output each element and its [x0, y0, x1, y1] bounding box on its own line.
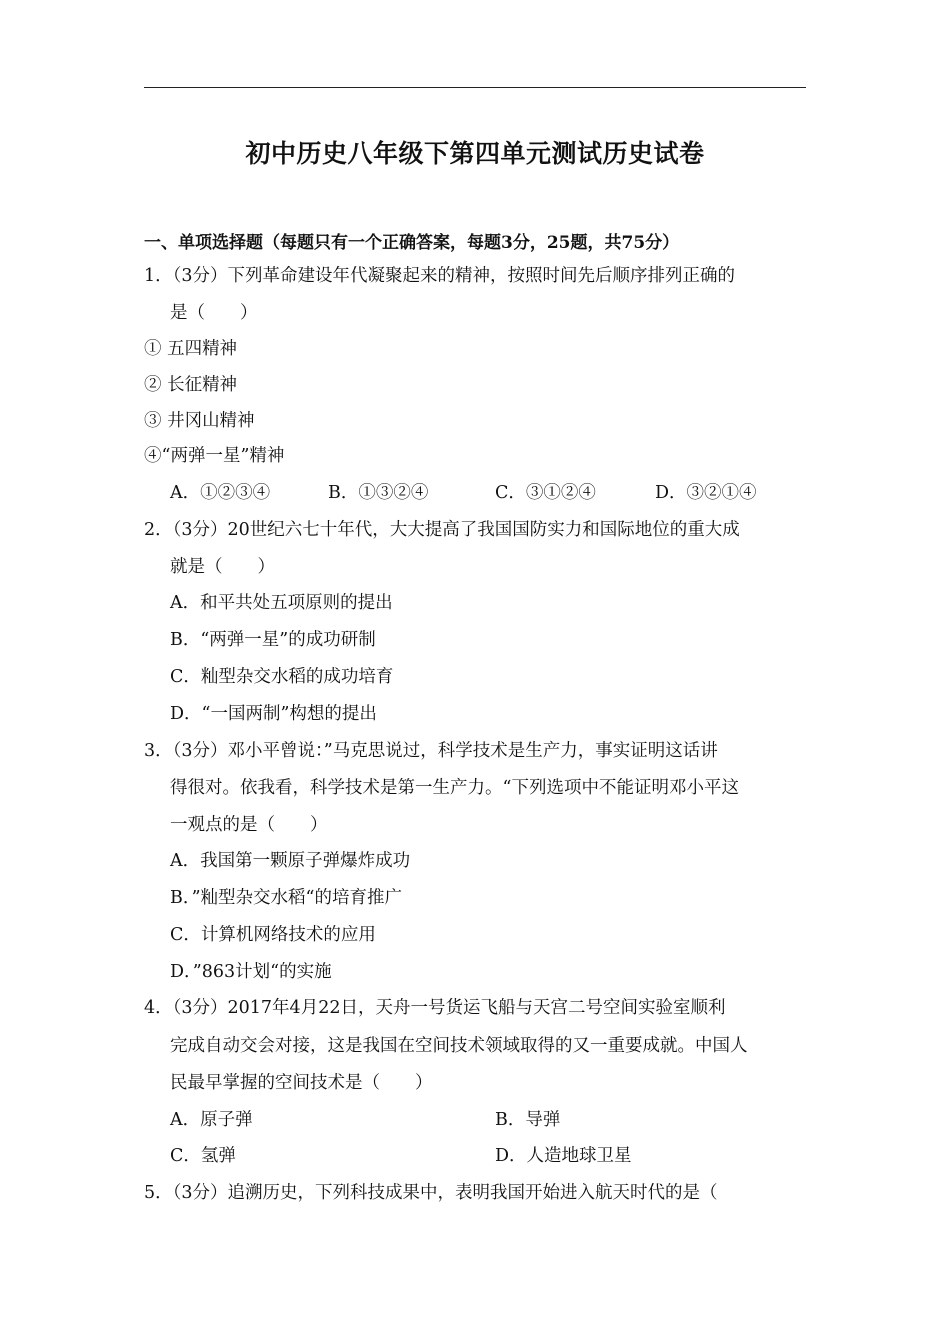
- q3-option-d[interactable]: D．”863计划“的实施: [170, 962, 332, 982]
- q1-item: ③ 井冈山精神: [144, 411, 255, 431]
- q2-option-a[interactable]: A．和平共处五项原则的提出: [170, 593, 393, 613]
- q1-item: ④“两弹一星”精神: [144, 446, 285, 466]
- q1-option-a[interactable]: A．①②③④: [170, 483, 271, 503]
- q4-stem-line3: 民最早掌握的空间技术是（ ）: [170, 1073, 433, 1093]
- q3-stem-line3: 一观点的是（ ）: [170, 815, 328, 835]
- q1-item: ② 长征精神: [144, 375, 238, 395]
- q2-stem-line2: 就是（ ）: [170, 557, 275, 577]
- q4-option-a[interactable]: A．原子弹: [170, 1110, 253, 1130]
- q3-stem-line2: 得很对。依我看，科学技术是第一生产力。“下列选项中不能证明邓小平这: [170, 778, 739, 798]
- q1-item: ① 五四精神: [144, 339, 238, 359]
- q1-stem-line2: 是（ ）: [170, 303, 258, 323]
- q1-option-b[interactable]: B．①③②④: [328, 483, 429, 503]
- q4-stem-line2: 完成自动交会对接，这是我国在空间技术领域取得的又一重要成就。中国人: [170, 1036, 748, 1056]
- q3-option-c[interactable]: C．计算机网络技术的应用: [170, 925, 376, 945]
- q4-stem-line1: 4．（3分）2017年4月22日，天舟一号货运飞船与天宫二号空间实验室顺利: [144, 998, 726, 1018]
- q3-option-b[interactable]: B．”籼型杂交水稻“的培育推广: [170, 888, 403, 908]
- q4-option-d[interactable]: D．人造地球卫星: [495, 1146, 632, 1166]
- q3-stem-line1: 3．（3分）邓小平曾说：”马克思说过，科学技术是生产力，事实证明这话讲: [144, 741, 718, 761]
- q1-stem-line1: 1．（3分）下列革命建设年代凝聚起来的精神，按照时间先后顺序排列正确的: [144, 266, 736, 286]
- q1-option-d[interactable]: D．③②①④: [655, 483, 757, 503]
- q2-option-c[interactable]: C．籼型杂交水稻的成功培育: [170, 667, 394, 687]
- q3-option-a[interactable]: A．我国第一颗原子弹爆炸成功: [170, 851, 411, 871]
- q2-stem-line1: 2．（3分）20世纪六七十年代，大大提高了我国国防实力和国际地位的重大成: [144, 520, 740, 540]
- page-title: 初中历史八年级下第四单元测试历史试卷: [245, 139, 705, 168]
- section-heading: 一、单项选择题（每题只有一个正确答案，每题3分，25题，共75分）: [144, 233, 680, 253]
- q2-option-d[interactable]: D．“一国两制”构想的提出: [170, 704, 377, 724]
- q1-option-c[interactable]: C．③①②④: [495, 483, 596, 503]
- q2-option-b[interactable]: B．“两弹一星”的成功研制: [170, 630, 376, 650]
- q4-option-c[interactable]: C．氢弹: [170, 1146, 236, 1166]
- q5-stem-line1: 5．（3分）追溯历史，下列科技成果中，表明我国开始进入航天时代的是（: [144, 1183, 718, 1203]
- q4-option-b[interactable]: B．导弹: [495, 1110, 561, 1130]
- header-rule: [144, 87, 806, 88]
